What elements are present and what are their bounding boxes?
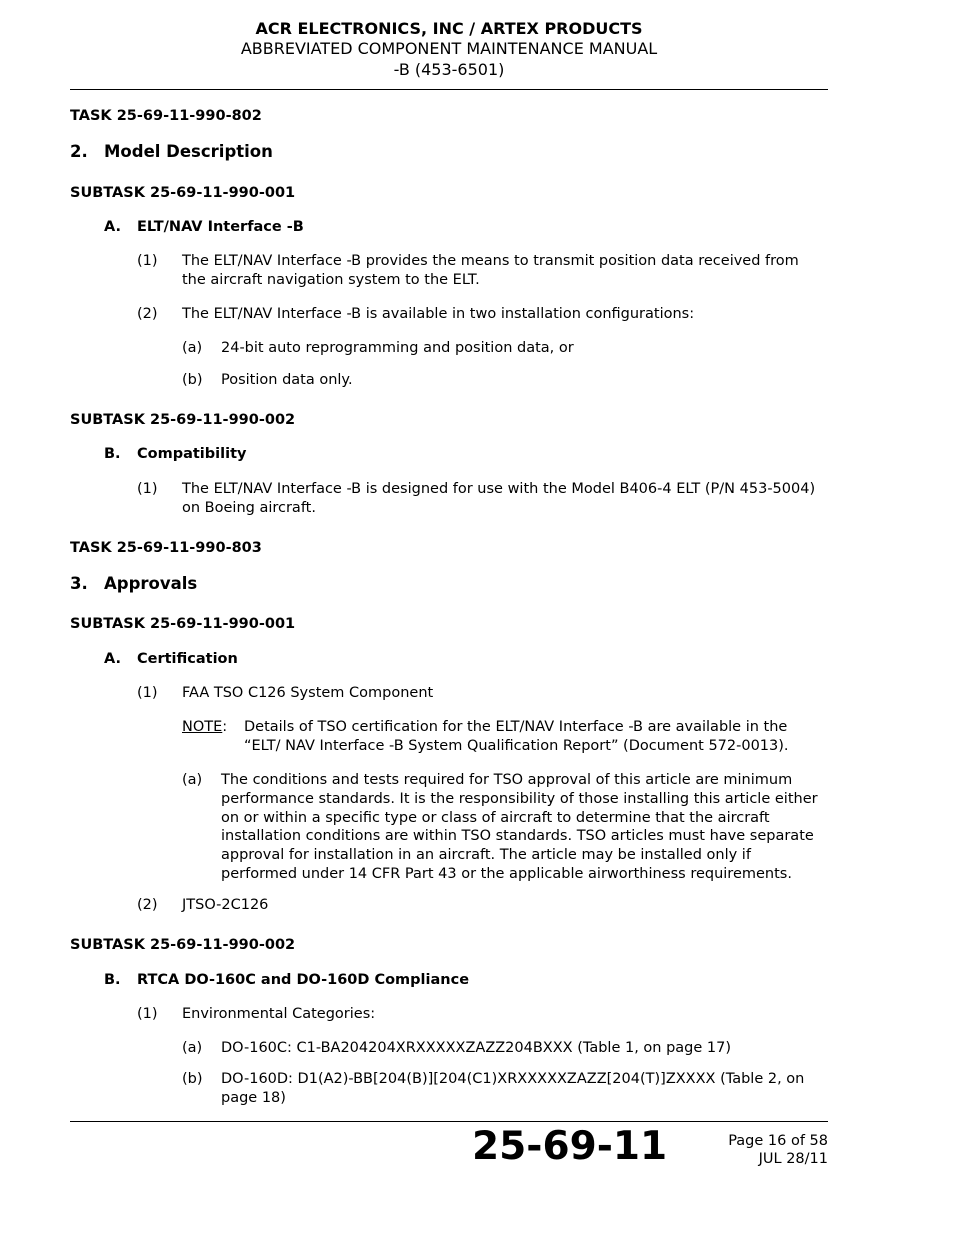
item-text: FAA TSO C126 System Component — [182, 685, 434, 701]
subitem-letter: (a) — [182, 772, 203, 788]
task-heading: TASK 25-69-11-990-802 — [70, 108, 262, 124]
footer-page-number: Page 16 of 58 — [728, 1133, 828, 1149]
subtask-heading: SUBTASK 25-69-11-990-002 — [70, 937, 296, 953]
item-text: JTSO-2C126 — [182, 897, 269, 913]
subitem-text: 24-bit auto reprogramming and position data, or — [221, 340, 574, 356]
subitem-text: DO-160C: C1-BA204204XRXXXXXZAZZ204BXXX (Table 1, on page 17) — [221, 1040, 732, 1056]
item-number: (1) — [137, 685, 158, 701]
subsection-title: Compatibility — [137, 446, 247, 462]
subtask-heading: SUBTASK 25-69-11-990-001 — [70, 616, 296, 632]
subsection-letter: B. — [104, 972, 121, 988]
subtask-heading: SUBTASK 25-69-11-990-001 — [70, 185, 296, 201]
note-colon: : — [222, 719, 228, 735]
section-number: 2. — [70, 142, 88, 161]
item-text: Environmental Categories: — [182, 1006, 376, 1022]
subsection-letter: A. — [104, 219, 121, 235]
footer-date: JUL 28/11 — [758, 1151, 828, 1167]
header-model: -B (453-6501) — [393, 60, 505, 79]
subitem-text: Position data only. — [221, 372, 353, 388]
section-title: Approvals — [104, 574, 198, 593]
section-title: Model Description — [104, 142, 273, 161]
subsection-letter: B. — [104, 446, 121, 462]
subitem-letter: (b) — [182, 372, 203, 388]
footer-chapter-code: 25-69-11 — [472, 1124, 668, 1169]
subitem-text: DO-160D: D1(A2)-BB[204(B)][204(C1)XRXXXXXZAZZ[204(T)]ZXXXX (Table 2, on page 18) — [221, 1071, 805, 1106]
subtask-heading: SUBTASK 25-69-11-990-002 — [70, 412, 296, 428]
item-text: The ELT/NAV Interface -B is available in two installation configurations: — [182, 306, 695, 322]
note-label: NOTE — [182, 719, 223, 735]
item-number: (1) — [137, 481, 158, 497]
note-label-wrap — [182, 719, 227, 735]
task-heading: TASK 25-69-11-990-803 — [70, 540, 262, 556]
subsection-title: RTCA DO-160C and DO-160D Compliance — [137, 972, 470, 988]
subsection-title: Certification — [137, 651, 238, 667]
note-text: Details of TSO certification for the ELT/NAV Interface -B are available in the “ELT/ NAV Interface -B System Qualification Report” (Document 572-0013). — [244, 719, 789, 754]
item-text: The ELT/NAV Interface -B provides the means to transmit position data received from the aircraft navigation system to the ELT. — [182, 253, 799, 288]
item-number: (1) — [137, 253, 158, 269]
subitem-letter: (a) — [182, 1040, 203, 1056]
footer-rule — [70, 1121, 828, 1122]
header-rule — [70, 89, 828, 90]
subitem-letter: (a) — [182, 340, 203, 356]
header-manual-title: ABBREVIATED COMPONENT MAINTENANCE MANUAL — [240, 39, 658, 58]
item-text: The ELT/NAV Interface -B is designed for use with the Model B406-4 ELT (P/N 453-5004) on Boeing aircraft. — [182, 481, 816, 516]
item-number: (1) — [137, 1006, 158, 1022]
header-company: ACR ELECTRONICS, INC / ARTEX PRODUCTS — [255, 19, 643, 38]
subitem-letter: (b) — [182, 1071, 203, 1087]
subitem-text: The conditions and tests required for TSO approval of this article are minimum performance standards. It is the responsibility of those installing this article either on or within a specific type or class of aircraft to determine that the aircraft installation conditions are within TSO standards. TSO articles must have separate approval for installation in an aircraft. The article may be installed only if performed under 14 CFR Part 43 or the applicable airworthiness requirements. — [221, 772, 818, 882]
subsection-letter: A. — [104, 651, 121, 667]
subsection-title: ELT/NAV Interface -B — [137, 219, 304, 235]
section-number: 3. — [70, 574, 88, 593]
item-number: (2) — [137, 306, 158, 322]
item-number: (2) — [137, 897, 158, 913]
